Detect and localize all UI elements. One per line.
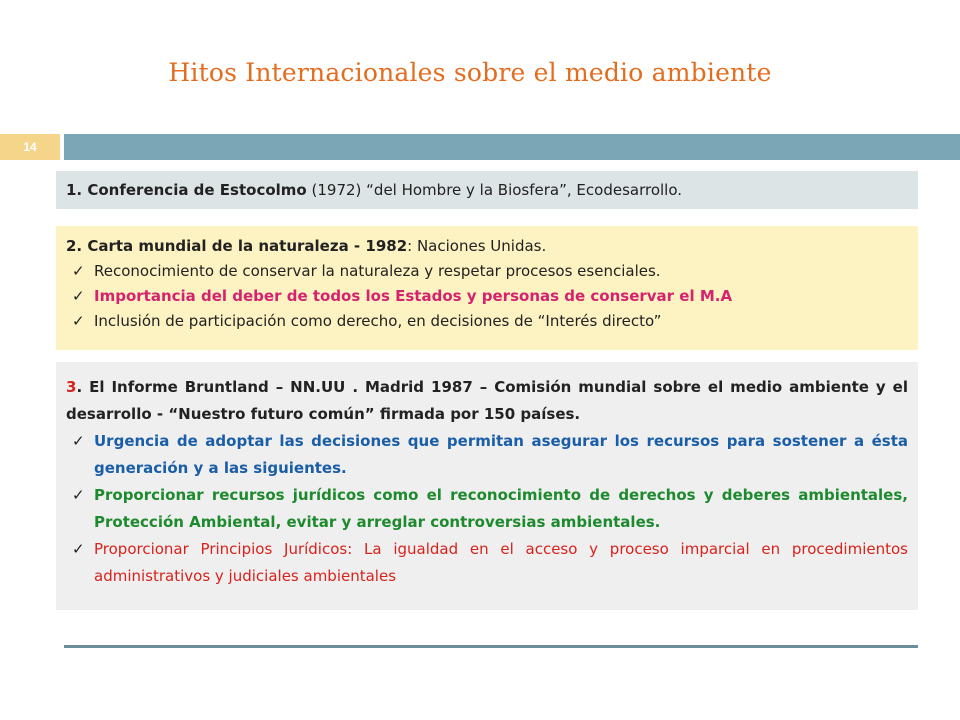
list-item bbox=[66, 428, 908, 482]
milestone-2-heading: 2. Carta mundial de la naturaleza - 1982 bbox=[66, 237, 408, 255]
list-item-text: Proporcionar recursos jurídicos como el reconocimiento de derechos y deberes ambientales, Protección Ambiental, evitar y arreglar controversias ambientales. bbox=[94, 486, 908, 531]
check-icon: ✓ bbox=[72, 432, 85, 450]
page-title: Hitos Internacionales sobre el medio ambiente bbox=[168, 58, 772, 87]
check-icon: ✓ bbox=[72, 486, 85, 504]
list-item-text: Importancia del deber de todos los Estados y personas de conservar el M.A bbox=[94, 287, 733, 305]
milestone-box-1 bbox=[56, 171, 918, 209]
list-item bbox=[66, 309, 908, 334]
milestone-1-text: (1972) “del Hombre y la Biosfera”, Ecodesarrollo. bbox=[306, 181, 683, 199]
milestone-3-heading-line bbox=[66, 374, 908, 428]
footer-divider bbox=[64, 645, 918, 648]
list-item bbox=[66, 536, 908, 590]
list-item-text: Urgencia de adoptar las decisiones que permitan asegurar los recursos para sostener a ésta generación y a las siguientes. bbox=[94, 432, 908, 477]
list-item bbox=[66, 482, 908, 536]
milestone-1-heading: 1. Conferencia de Estocolmo bbox=[66, 181, 307, 199]
header-bar bbox=[64, 134, 960, 160]
milestone-box-2 bbox=[56, 226, 918, 350]
list-item bbox=[66, 284, 908, 309]
list-item-text: Reconocimiento de conservar la naturaleza y respetar procesos esenciales. bbox=[94, 262, 661, 280]
check-icon: ✓ bbox=[72, 540, 85, 558]
check-icon: ✓ bbox=[72, 262, 85, 280]
list-item-text: Proporcionar Principios Jurídicos: La igualdad en el acceso y proceso imparcial en procedimientos administrativos y judiciales ambientales bbox=[94, 540, 908, 585]
page-number-badge: 14 bbox=[0, 134, 60, 160]
milestone-2-heading-line bbox=[66, 234, 908, 259]
milestone-box-3 bbox=[56, 362, 918, 610]
milestone-2-heading-rest: : Naciones Unidas. bbox=[407, 237, 547, 255]
milestone-3-heading: . El Informe Bruntland – NN.UU . Madrid 1987 – Comisión mundial sobre el medio ambiente y el desarrollo - “Nuestro futuro común” firmada por 150 países. bbox=[66, 378, 908, 423]
check-icon: ✓ bbox=[72, 312, 85, 330]
list-item-text: Inclusión de participación como derecho, en decisiones de “Interés directo” bbox=[94, 312, 662, 330]
milestone-3-number: 3 bbox=[66, 378, 77, 396]
check-icon: ✓ bbox=[72, 287, 85, 305]
list-item bbox=[66, 259, 908, 284]
